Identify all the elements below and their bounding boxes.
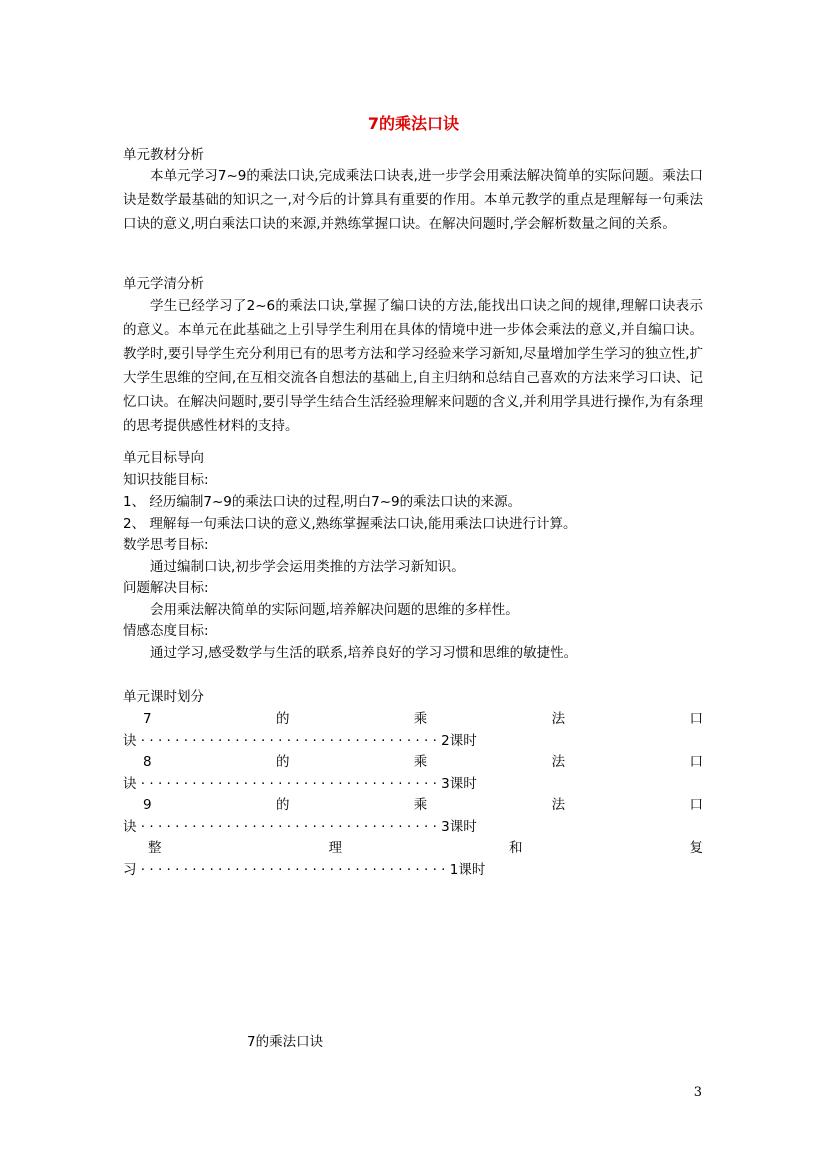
schedule-word: 口	[689, 754, 703, 770]
schedule-word: 复	[689, 840, 703, 856]
schedule-word: 口	[689, 797, 703, 813]
schedule-row-1-words	[123, 709, 703, 729]
section-heading-schedule: 单元课时划分	[123, 689, 204, 705]
schedule-word: 法	[551, 797, 566, 813]
knowledge-goal-item-1: 1、 经历编制7~9的乘法口诀的过程,明白7~9的乘法口诀的来源。	[123, 494, 522, 510]
schedule-word: 整	[148, 840, 162, 856]
schedule-word: 9	[143, 797, 152, 813]
emotion-goal-body: 通过学习,感受数学与生活的联系,培养良好的学习习惯和思维的敏捷性。	[150, 645, 578, 661]
page-title: 7的乘法口诀	[367, 114, 460, 133]
math-goal-body: 通过编制口诀,初步学会运用类推的方法学习新知识。	[150, 559, 465, 575]
schedule-word: 乘	[413, 754, 428, 770]
problem-goal-body: 会用乘法解决简单的实际问题,培养解决问题的思维的多样性。	[150, 602, 519, 618]
problem-goal-heading: 问题解决目标:	[123, 580, 209, 596]
schedule-word: 7	[143, 711, 152, 727]
section-body-textbook-analysis: 本单元学习7~9的乘法口诀,完成乘法口诀表,进一步学会用乘法解决简单的实际问题。乘法口诀是数学最基础的知识之一,对今后的计算具有重要的作用。本单元教学的重点是理解每一句乘法口诀的意义,明白乘法口诀的来源,并熟练掌握口诀。在解决问题时,学会解析数量之间的关系。	[123, 168, 703, 232]
section-heading-textbook-analysis: 单元教材分析	[123, 147, 204, 163]
schedule-word: 理	[328, 840, 342, 856]
section-heading-student-analysis: 单元学清分析	[123, 276, 204, 292]
schedule-word: 法	[551, 711, 566, 727]
schedule-word: 的	[275, 711, 290, 727]
section-heading-goals: 单元目标导向	[123, 450, 204, 466]
emotion-goal-heading: 情感态度目标:	[123, 623, 209, 639]
next-lesson-title: 7的乘法口诀	[247, 1034, 324, 1050]
math-goal-heading: 数学思考目标:	[123, 537, 209, 553]
section-body-student-analysis: 学生已经学习了2~6的乘法口诀,掌握了编口诀的方法,能找出口诀之间的规律,理解口诀表示的意义。本单元在此基础之上引导学生利用在具体的情境中进一步体会乘法的意义,并自编口诀。教学时,要引导学生充分利用已有的思考方法和学习经验来学习新知,尽量增加学生学习的独立性,扩大学生思维的空间,在互相交流各自想法的基础上,自主归纳和总结自己喜欢的方法来学习口诀、记忆口诀。在解决问题时,要引导学生结合生活经验理解来问题的含义,并利用学具进行操作,为有条理的思考提供感性材料的支持。	[123, 298, 703, 434]
schedule-word: 口	[689, 711, 703, 727]
schedule-row-2-words	[123, 752, 703, 772]
schedule-row-3-words	[123, 795, 703, 815]
page-number: 3	[693, 1085, 702, 1100]
schedule-word: 乘	[413, 797, 428, 813]
schedule-row-3-tail: 诀 · · · · · · · · · · · · · · · · · · · · · · · · · · · · · · · · · · · 3课时	[123, 819, 477, 835]
schedule-word: 8	[143, 754, 152, 770]
knowledge-goal-item-2: 2、 理解每一句乘法口诀的意义,熟练掌握乘法口诀,能用乘法口诀进行计算。	[123, 516, 577, 532]
schedule-row-1-tail: 诀 · · · · · · · · · · · · · · · · · · · · · · · · · · · · · · · · · · · 2课时	[123, 733, 477, 749]
schedule-word: 和	[509, 840, 523, 856]
schedule-word: 法	[551, 754, 566, 770]
schedule-row-2-tail: 诀 · · · · · · · · · · · · · · · · · · · · · · · · · · · · · · · · · · · 3课时	[123, 776, 477, 792]
schedule-row-4-words	[123, 838, 703, 858]
knowledge-goal-heading: 知识技能目标:	[123, 472, 209, 488]
schedule-word: 的	[275, 754, 290, 770]
schedule-row-4-tail: 习 · · · · · · · · · · · · · · · · · · · · · · · · · · · · · · · · · · · · 1课时	[123, 862, 486, 878]
schedule-word: 乘	[413, 711, 428, 727]
schedule-word: 的	[275, 797, 290, 813]
